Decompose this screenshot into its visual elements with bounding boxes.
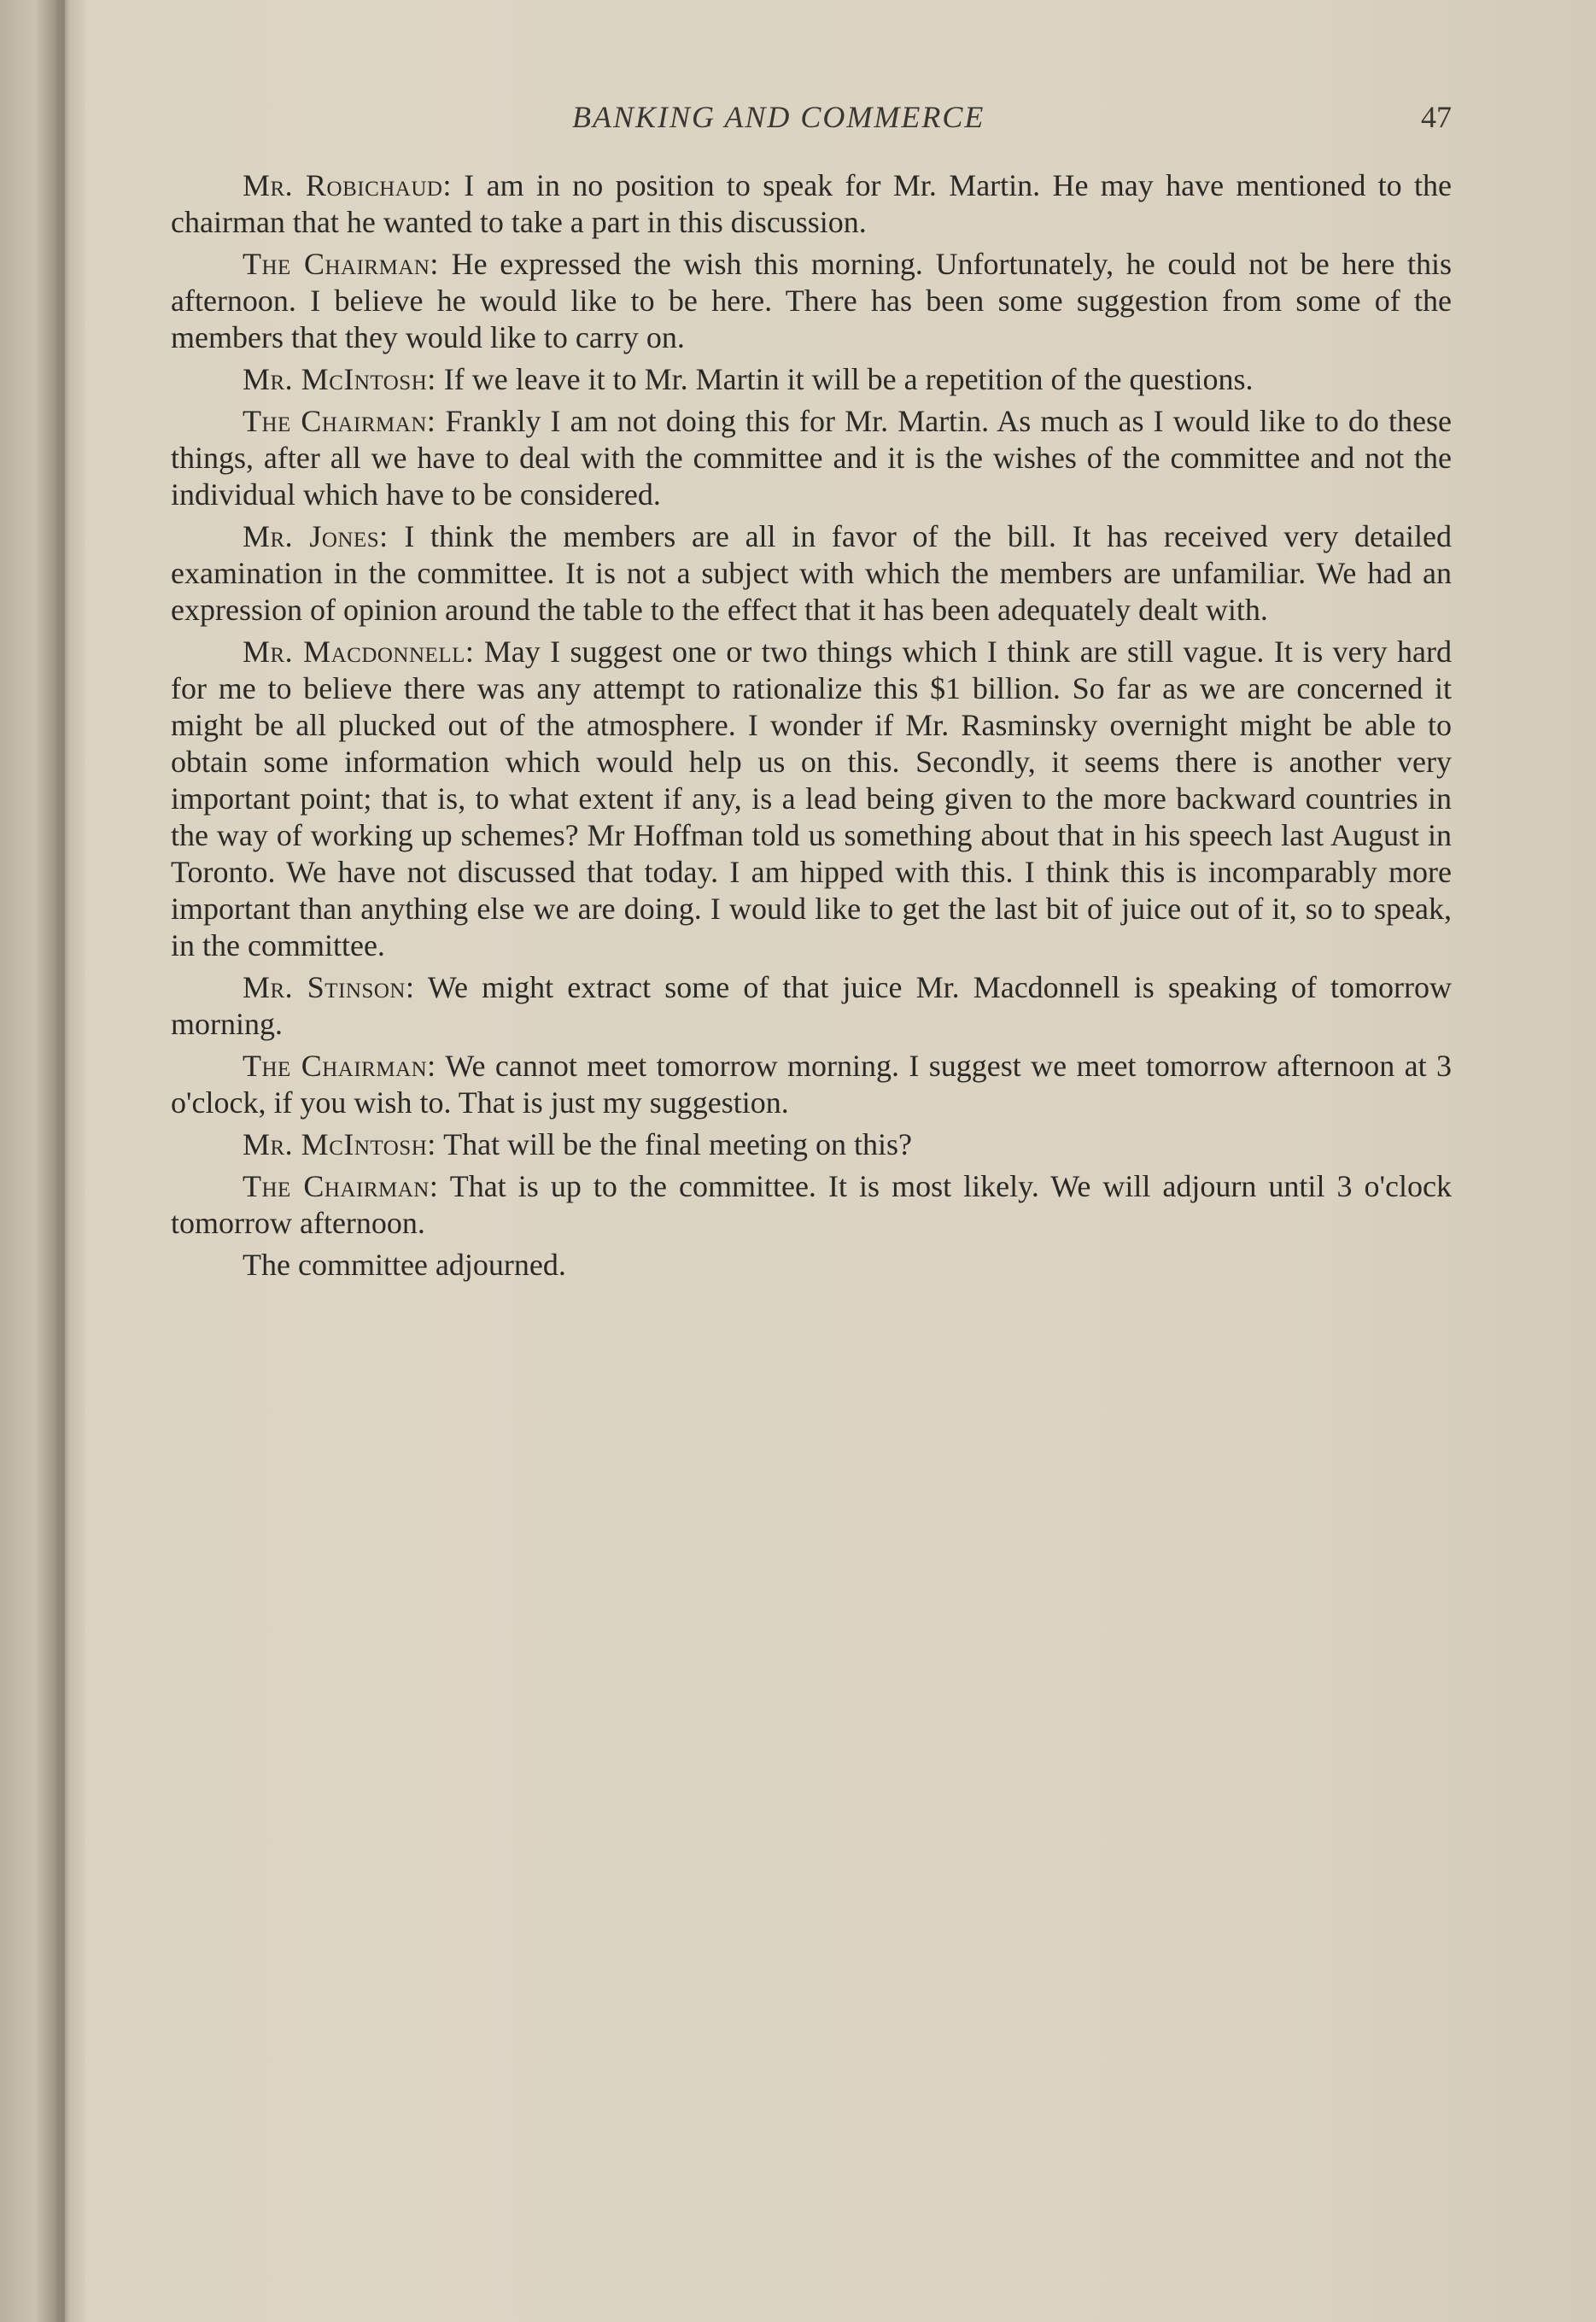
paragraph — [171, 167, 1452, 241]
speaker-name: Mr. McIntosh: — [243, 1127, 436, 1161]
paragraph — [171, 403, 1452, 513]
paragraph-text: Frankly I am not doing this for Mr. Martin. As much as I would like to do these things, after all we have to deal with the committee and it is the wishes of the committee and not the individual which have to be considered. — [171, 404, 1452, 512]
paragraph — [171, 1168, 1452, 1242]
speaker-name: Mr. McIntosh: — [243, 362, 436, 396]
closing-line — [171, 1247, 1452, 1284]
speaker-name: The Chairman: — [243, 404, 436, 438]
page-header — [171, 96, 1452, 138]
paragraph — [171, 246, 1452, 356]
paragraph-text: He expressed the wish this morning. Unfortunately, he could not be here this afternoon. I believe he would like to be here. There has been some suggestion from some of the members that they would like to carry on. — [171, 247, 1452, 354]
paragraph-text: The committee adjourned. — [243, 1248, 566, 1282]
speaker-name: Mr. Stinson: — [243, 970, 415, 1004]
speaker-name: The Chairman: — [243, 1169, 439, 1203]
page-fold-line — [61, 0, 65, 2322]
paragraph-text: If we leave it to Mr. Martin it will be a repetition of the questions. — [436, 362, 1254, 396]
paragraph-text: We cannot meet tomorrow morning. I suggest we meet tomorrow afternoon at 3 o'clock, if you wish to. That is just my suggestion. — [171, 1049, 1453, 1120]
speaker-name: Mr. Jones: — [243, 519, 389, 553]
paragraph-text: That will be the final meeting on this? — [436, 1127, 912, 1161]
paragraph — [171, 1048, 1452, 1121]
paragraph — [171, 1126, 1452, 1163]
paragraph-text: We might extract some of that juice Mr. Macdonnell is speaking of tomorrow morning. — [171, 970, 1453, 1041]
paragraph — [171, 634, 1452, 964]
book-spine-shadow — [0, 0, 85, 2322]
paragraph-text: I think the members are all in favor of the bill. It has received very detailed examination in the committee. It is not a subject with which the members are unfamiliar. We had an expression of opinion around the table to the effect that it has been adequately dealt with. — [171, 519, 1452, 627]
paragraph — [171, 518, 1452, 629]
speaker-name: Mr. Robichaud: — [243, 168, 452, 202]
paragraph-text: I am in no position to speak for Mr. Martin. He may have mentioned to the chairman that he wanted to take a part in this discussion. — [171, 168, 1452, 239]
paragraph — [171, 969, 1452, 1043]
paragraph-text: That is up to the committee. It is most likely. We will adjourn until 3 o'clock tomorrow afternoon. — [171, 1169, 1452, 1240]
paragraph-text: May I suggest one or two things which I think are still vague. It is very hard for me to believe there was any attempt to rationalize this $1 billion. So far as we are concerned it might be all plucked out of the atmosphere. I wonder if Mr. Rasminsky overnight might be able to obtain some information which would help us on this. Secondly, it seems there is another very important point; that is, to what extent if any, is a lead being given to the more backward countries in the way of working up schemes? Mr Hoffman told us something about that in his speech last August in Toronto. We have not discussed that today. I am hipped with this. I think this is incomparably more important than anything else we are doing. I would like to get the last bit of juice out of it, so to speak, in the committee. — [171, 635, 1452, 962]
speaker-name: Mr. Macdonnell: — [243, 635, 475, 669]
paragraph — [171, 361, 1452, 398]
page-number: 47 — [1421, 100, 1452, 134]
transcript-body — [171, 167, 1452, 1289]
running-title: BANKING AND COMMERCE — [572, 100, 985, 134]
speaker-name: The Chairman: — [243, 247, 439, 281]
speaker-name: The Chairman: — [243, 1049, 436, 1083]
